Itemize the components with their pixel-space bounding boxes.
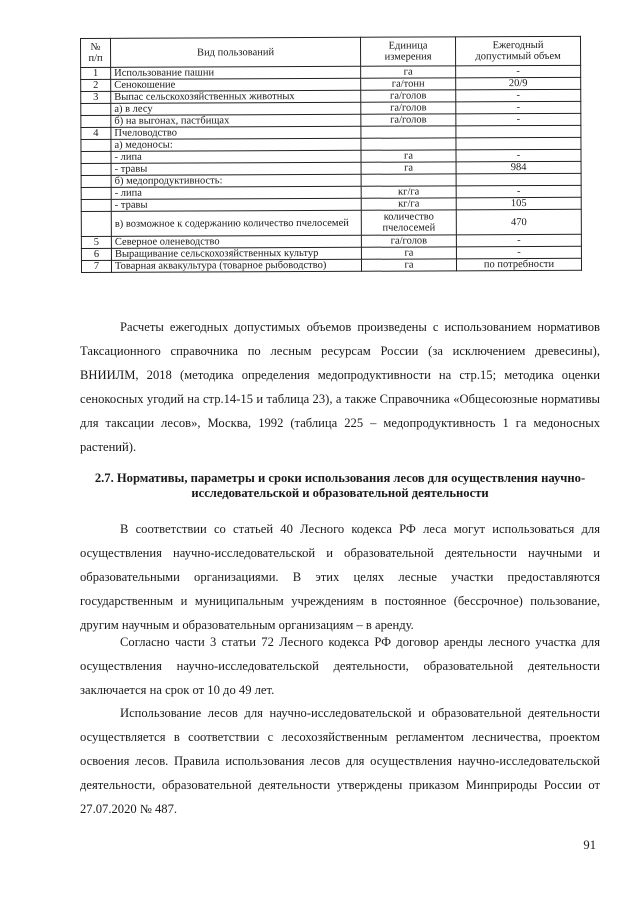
row-number: 4	[81, 127, 111, 139]
row-use-type: б) медопродуктивность:	[111, 174, 361, 187]
row-use-type: а) в лесу	[111, 102, 361, 115]
row-unit: кг/га	[361, 198, 456, 210]
table-row	[81, 258, 581, 272]
forest-use-table	[80, 36, 582, 273]
row-annual-volume	[456, 125, 581, 138]
row-number	[81, 199, 111, 211]
paragraph-usage-rules-text: Использование лесов для научно-исследовательской и образовательной деятельности осуществляется в соответствии с лесохозяйственным регламентом лесничества, проектом освоения лесов. Правила использования лесов для осуществления научно-исследовательской деятельности, образовательной деятельности утверждены приказом Минприроды России от 27.07.2020 № 487.	[80, 706, 600, 816]
row-use-type: а) медоносы:	[111, 138, 361, 151]
row-use-type: - липа	[111, 186, 361, 199]
paragraph-article-40	[80, 517, 600, 637]
row-number: 3	[81, 91, 111, 103]
row-number	[81, 175, 111, 187]
paragraph-article-40-text: В соответствии со статьей 40 Лесного кодекса РФ леса могут использоваться для осуществления научно-исследовательской и образовательной деятельности научными и образовательными организациями. В этих целях лесные участки предоставляются государственным и муниципальным учреждениям в постоянное (бессрочное) пользование, другим научным и образовательным организациям – в аренду.	[80, 522, 600, 632]
header-unit: Единица измерения	[360, 37, 455, 66]
row-annual-volume: -	[456, 101, 581, 114]
row-annual-volume: -	[456, 65, 581, 78]
row-use-type: б) на выгонах, пастбищах	[111, 114, 361, 127]
header-annual-volume: Ежегодный допустимый объем	[455, 36, 580, 66]
row-number	[81, 103, 111, 115]
paragraph-calculations-text: Расчеты ежегодных допустимых объемов произведены с использованием нормативов Таксационного справочника по лесным ресурсам России (за исключением древесины), ВНИИЛМ, 2018 (методика определения медопродуктивности на стр.15; методика оценки сенокосных угодий на стр.14-15 и таблица 23), а также Справочника «Общесоюзные нормативы для таксации лесов», Москва, 1992 (таблица 225 – медопродуктивность 1 га медоносных растений).	[80, 320, 600, 454]
row-annual-volume: 984	[456, 161, 581, 174]
row-use-type: Использование пашни	[111, 66, 361, 79]
row-use-type: Выращивание сельскохозяйственных культур	[111, 247, 361, 260]
row-annual-volume: -	[456, 149, 581, 162]
table-row	[81, 209, 581, 236]
section-heading: 2.7. Нормативы, параметры и сроки использования лесов для осуществления научно-исследовательской и образовательной деятельности	[94, 471, 586, 500]
paragraph-usage-rules	[80, 701, 600, 821]
row-use-type: Северное оленеводство	[111, 235, 361, 248]
row-number	[81, 163, 111, 175]
table-header-row	[81, 36, 581, 67]
row-number	[81, 139, 111, 151]
paragraph-calculations	[80, 315, 600, 459]
row-unit: га	[361, 247, 456, 259]
header-number: № п/п	[81, 38, 111, 67]
row-unit: га	[361, 150, 456, 162]
row-annual-volume: -	[456, 113, 581, 126]
row-annual-volume: -	[456, 234, 581, 247]
row-unit: га	[361, 259, 456, 271]
row-number: 1	[81, 67, 111, 79]
table-body	[81, 65, 582, 272]
row-number	[81, 211, 111, 236]
row-annual-volume: 105	[456, 197, 581, 210]
header-use-type: Вид пользований	[111, 37, 361, 67]
row-unit: га	[361, 162, 456, 174]
row-use-type: - травы	[111, 198, 361, 211]
row-unit: га/голов	[361, 235, 456, 247]
row-unit: га/голов	[361, 102, 456, 114]
row-annual-volume: 470	[456, 209, 581, 235]
paragraph-article-72-text: Согласно части 3 статьи 72 Лесного кодекса РФ договор аренды лесного участка для осуществления научно-исследовательской деятельности, образовательной деятельности заключается на срок от 10 до 49 лет.	[80, 635, 600, 697]
paragraph-article-72	[80, 630, 600, 702]
row-use-type: Товарная аквакультура (товарное рыбоводство)	[111, 259, 361, 272]
row-unit: га	[361, 66, 456, 78]
row-unit: кг/га	[361, 186, 456, 198]
row-use-type: - травы	[111, 162, 361, 175]
row-annual-volume: по потребности	[456, 258, 581, 271]
row-number: 2	[81, 79, 111, 91]
row-unit: га/тонн	[361, 78, 456, 90]
row-annual-volume: -	[456, 185, 581, 198]
row-use-type: в) возможное к содержанию количество пчелосемей	[111, 210, 361, 236]
row-use-type: Сенокошение	[111, 78, 361, 91]
row-use-type: Выпас сельскохозяйственных животных	[111, 90, 361, 103]
row-annual-volume: -	[456, 89, 581, 102]
row-unit	[361, 174, 456, 186]
page-number: 91	[583, 838, 596, 852]
row-annual-volume	[456, 137, 581, 150]
row-annual-volume: -	[456, 246, 581, 259]
row-unit: га/голов	[361, 114, 456, 126]
row-number: 6	[81, 248, 111, 260]
row-number	[81, 187, 111, 199]
row-unit: га/голов	[361, 90, 456, 102]
row-number: 5	[81, 236, 111, 248]
row-number: 7	[81, 260, 111, 272]
row-number	[81, 151, 111, 163]
row-unit	[361, 126, 456, 138]
row-unit	[361, 138, 456, 150]
forest-use-table-wrapper	[80, 36, 581, 273]
row-number	[81, 115, 111, 127]
row-annual-volume	[456, 173, 581, 186]
row-use-type: Пчеловодство	[111, 126, 361, 139]
row-unit: количество пчелосемей	[361, 210, 456, 235]
row-annual-volume: 20/9	[456, 77, 581, 90]
row-use-type: - липа	[111, 150, 361, 163]
